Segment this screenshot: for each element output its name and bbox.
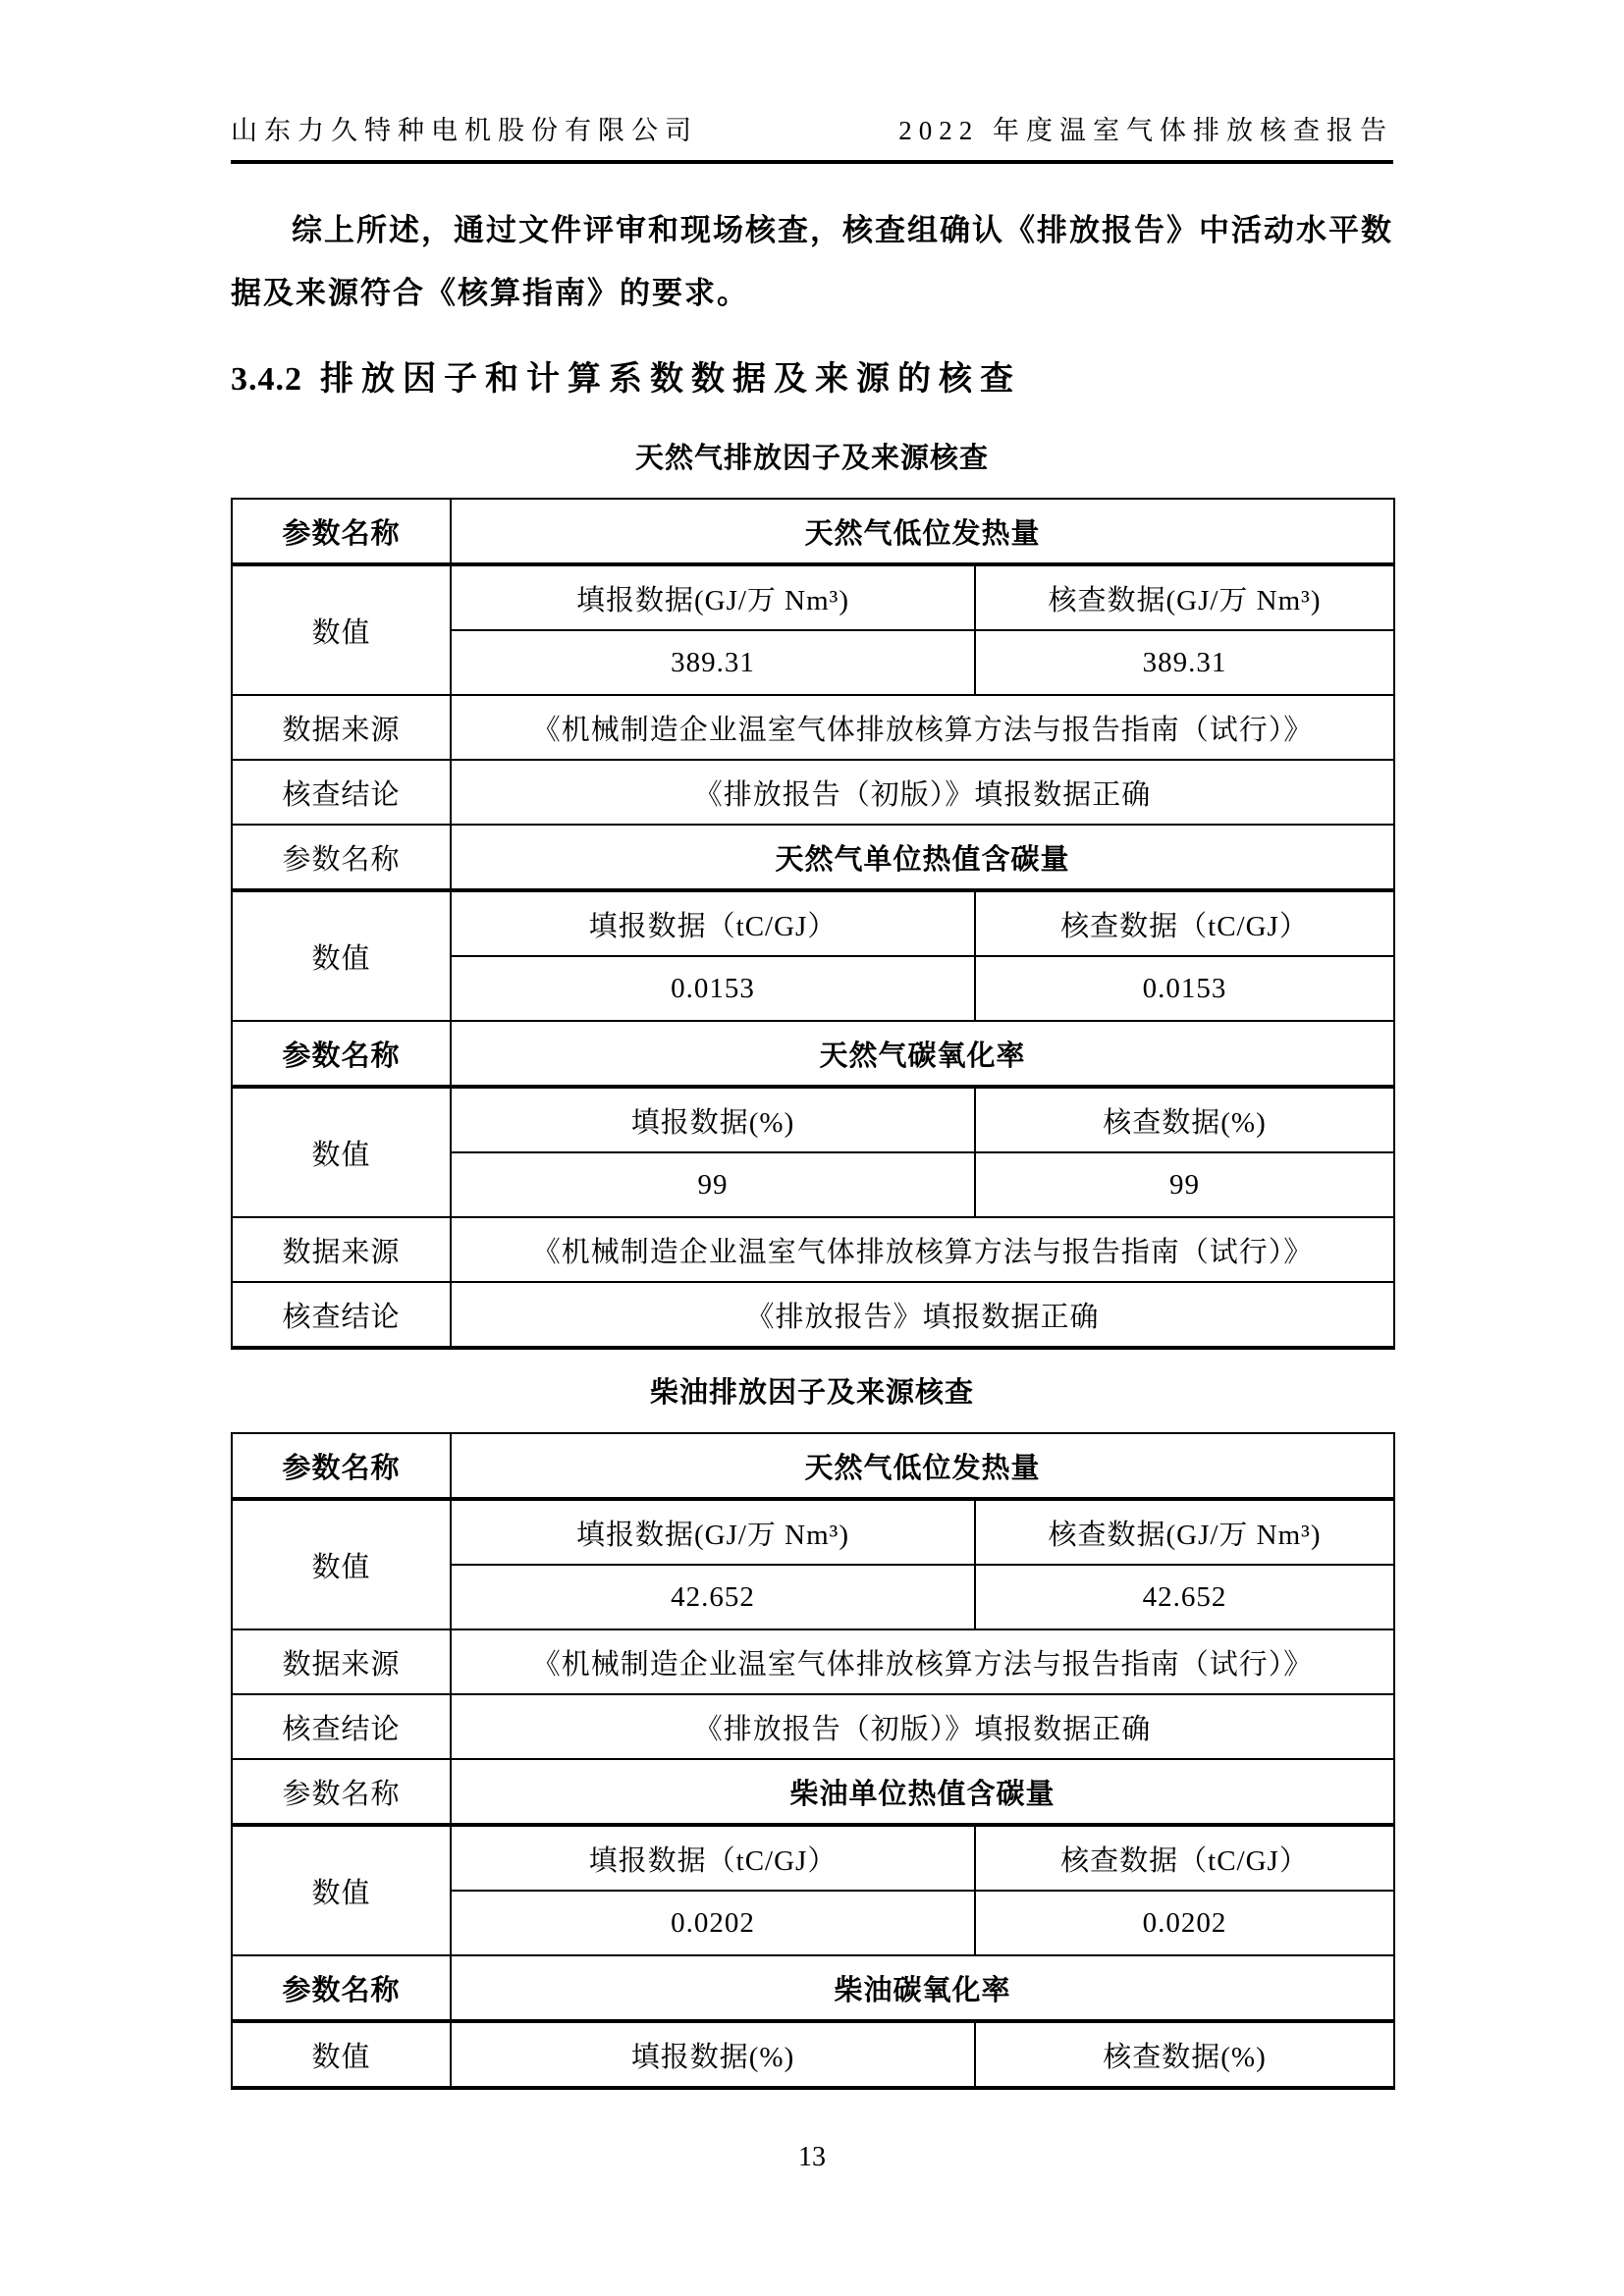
param-name-value: 天然气碳氧化率 (451, 1021, 1394, 1087)
natural-gas-factor-table (231, 498, 1395, 1350)
value-label: 数值 (232, 1499, 451, 1629)
table-row (232, 1825, 1394, 1891)
summary-paragraph: 综上所述，通过文件评审和现场核查，核查组确认《排放报告》中活动水平数据及来源符合《核算指南》的要求。 (231, 213, 1393, 310)
data-source-label: 数据来源 (232, 695, 451, 760)
param-name-label: 参数名称 (232, 499, 451, 564)
conclusion-label: 核查结论 (232, 1694, 451, 1759)
table-row (232, 760, 1394, 825)
page-number: 13 (798, 2142, 826, 2172)
table-row (232, 1499, 1394, 1565)
conclusion-value: 《排放报告》填报数据正确 (451, 1282, 1394, 1348)
param-name-value: 柴油碳氧化率 (451, 1955, 1394, 2021)
verified-header-cell: 核查数据(GJ/万 Nm³) (975, 1499, 1394, 1565)
param-name-label: 参数名称 (232, 1433, 451, 1499)
param-name-value: 天然气单位热值含碳量 (451, 825, 1394, 890)
table-row (232, 1955, 1394, 2021)
param-name-value: 天然气低位发热量 (451, 499, 1394, 564)
verified-header-cell: 核查数据(GJ/万 Nm³) (975, 564, 1394, 630)
conclusion-label: 核查结论 (232, 760, 451, 825)
diesel-table-caption: 柴油排放因子及来源核查 (649, 1377, 974, 1409)
value-label: 数值 (232, 564, 451, 695)
table-row (232, 1629, 1394, 1694)
data-source-value: 《机械制造企业温室气体排放核算方法与报告指南（试行）》 (451, 695, 1394, 760)
table-row (232, 695, 1394, 760)
verified-value-cell: 42.652 (975, 1565, 1394, 1629)
verified-header-cell: 核查数据(%) (975, 2021, 1394, 2088)
reported-header-cell: 填报数据(%) (451, 1087, 975, 1152)
param-name-value: 柴油单位热值含碳量 (451, 1759, 1394, 1825)
table-row (232, 1433, 1394, 1499)
section-title: 排放因子和计算系数数据及来源的核查 (320, 361, 1021, 398)
page-header (231, 114, 1393, 147)
verified-header-cell: 核查数据(%) (975, 1087, 1394, 1152)
table-row (232, 1694, 1394, 1759)
verified-value-cell: 99 (975, 1152, 1394, 1217)
table-row (232, 564, 1394, 630)
verified-value-cell: 0.0153 (975, 956, 1394, 1021)
value-label: 数值 (232, 2021, 451, 2088)
table-row (232, 1217, 1394, 1282)
verified-header-cell: 核查数据（tC/GJ） (975, 890, 1394, 956)
conclusion-label: 核查结论 (232, 1282, 451, 1348)
data-source-label: 数据来源 (232, 1217, 451, 1282)
section-number: 3.4.2 (231, 361, 302, 398)
reported-header-cell: 填报数据(%) (451, 2021, 975, 2088)
reported-value-cell: 99 (451, 1152, 975, 1217)
reported-value-cell: 0.0153 (451, 956, 975, 1021)
table-row (232, 890, 1394, 956)
verified-value-cell: 389.31 (975, 630, 1394, 695)
natural-gas-table-caption: 天然气排放因子及来源核查 (634, 443, 989, 474)
value-label: 数值 (232, 1825, 451, 1955)
data-source-value: 《机械制造企业温室气体排放核算方法与报告指南（试行）》 (451, 1217, 1394, 1282)
verified-value-cell: 0.0202 (975, 1891, 1394, 1955)
header-report-title: 2022 年度温室气体排放核查报告 (898, 116, 1393, 145)
reported-header-cell: 填报数据(GJ/万 Nm³) (451, 1499, 975, 1565)
table-row (232, 1759, 1394, 1825)
value-label: 数值 (232, 890, 451, 1021)
param-name-label: 参数名称 (232, 825, 451, 890)
reported-value-cell: 42.652 (451, 1565, 975, 1629)
table-row (232, 499, 1394, 564)
param-name-label: 参数名称 (232, 1021, 451, 1087)
reported-value-cell: 0.0202 (451, 1891, 975, 1955)
table-row (232, 1021, 1394, 1087)
header-company-name: 山东力久特种电机股份有限公司 (231, 116, 698, 145)
param-name-label: 参数名称 (232, 1759, 451, 1825)
conclusion-value: 《排放报告（初版）》填报数据正确 (451, 1694, 1394, 1759)
header-rule (231, 160, 1393, 164)
conclusion-value: 《排放报告（初版）》填报数据正确 (451, 760, 1394, 825)
table-row (232, 1087, 1394, 1152)
param-name-value: 天然气低位发热量 (451, 1433, 1394, 1499)
param-name-label: 参数名称 (232, 1955, 451, 2021)
reported-header-cell: 填报数据(GJ/万 Nm³) (451, 564, 975, 630)
verified-header-cell: 核查数据（tC/GJ） (975, 1825, 1394, 1891)
reported-value-cell: 389.31 (451, 630, 975, 695)
data-source-value: 《机械制造企业温室气体排放核算方法与报告指南（试行）》 (451, 1629, 1394, 1694)
reported-header-cell: 填报数据（tC/GJ） (451, 890, 975, 956)
table-row (232, 2021, 1394, 2088)
table-row (232, 825, 1394, 890)
data-source-label: 数据来源 (232, 1629, 451, 1694)
table-row (232, 1282, 1394, 1348)
diesel-factor-table (231, 1432, 1395, 2090)
value-label: 数值 (232, 1087, 451, 1217)
reported-header-cell: 填报数据（tC/GJ） (451, 1825, 975, 1891)
section-heading (231, 358, 1393, 401)
